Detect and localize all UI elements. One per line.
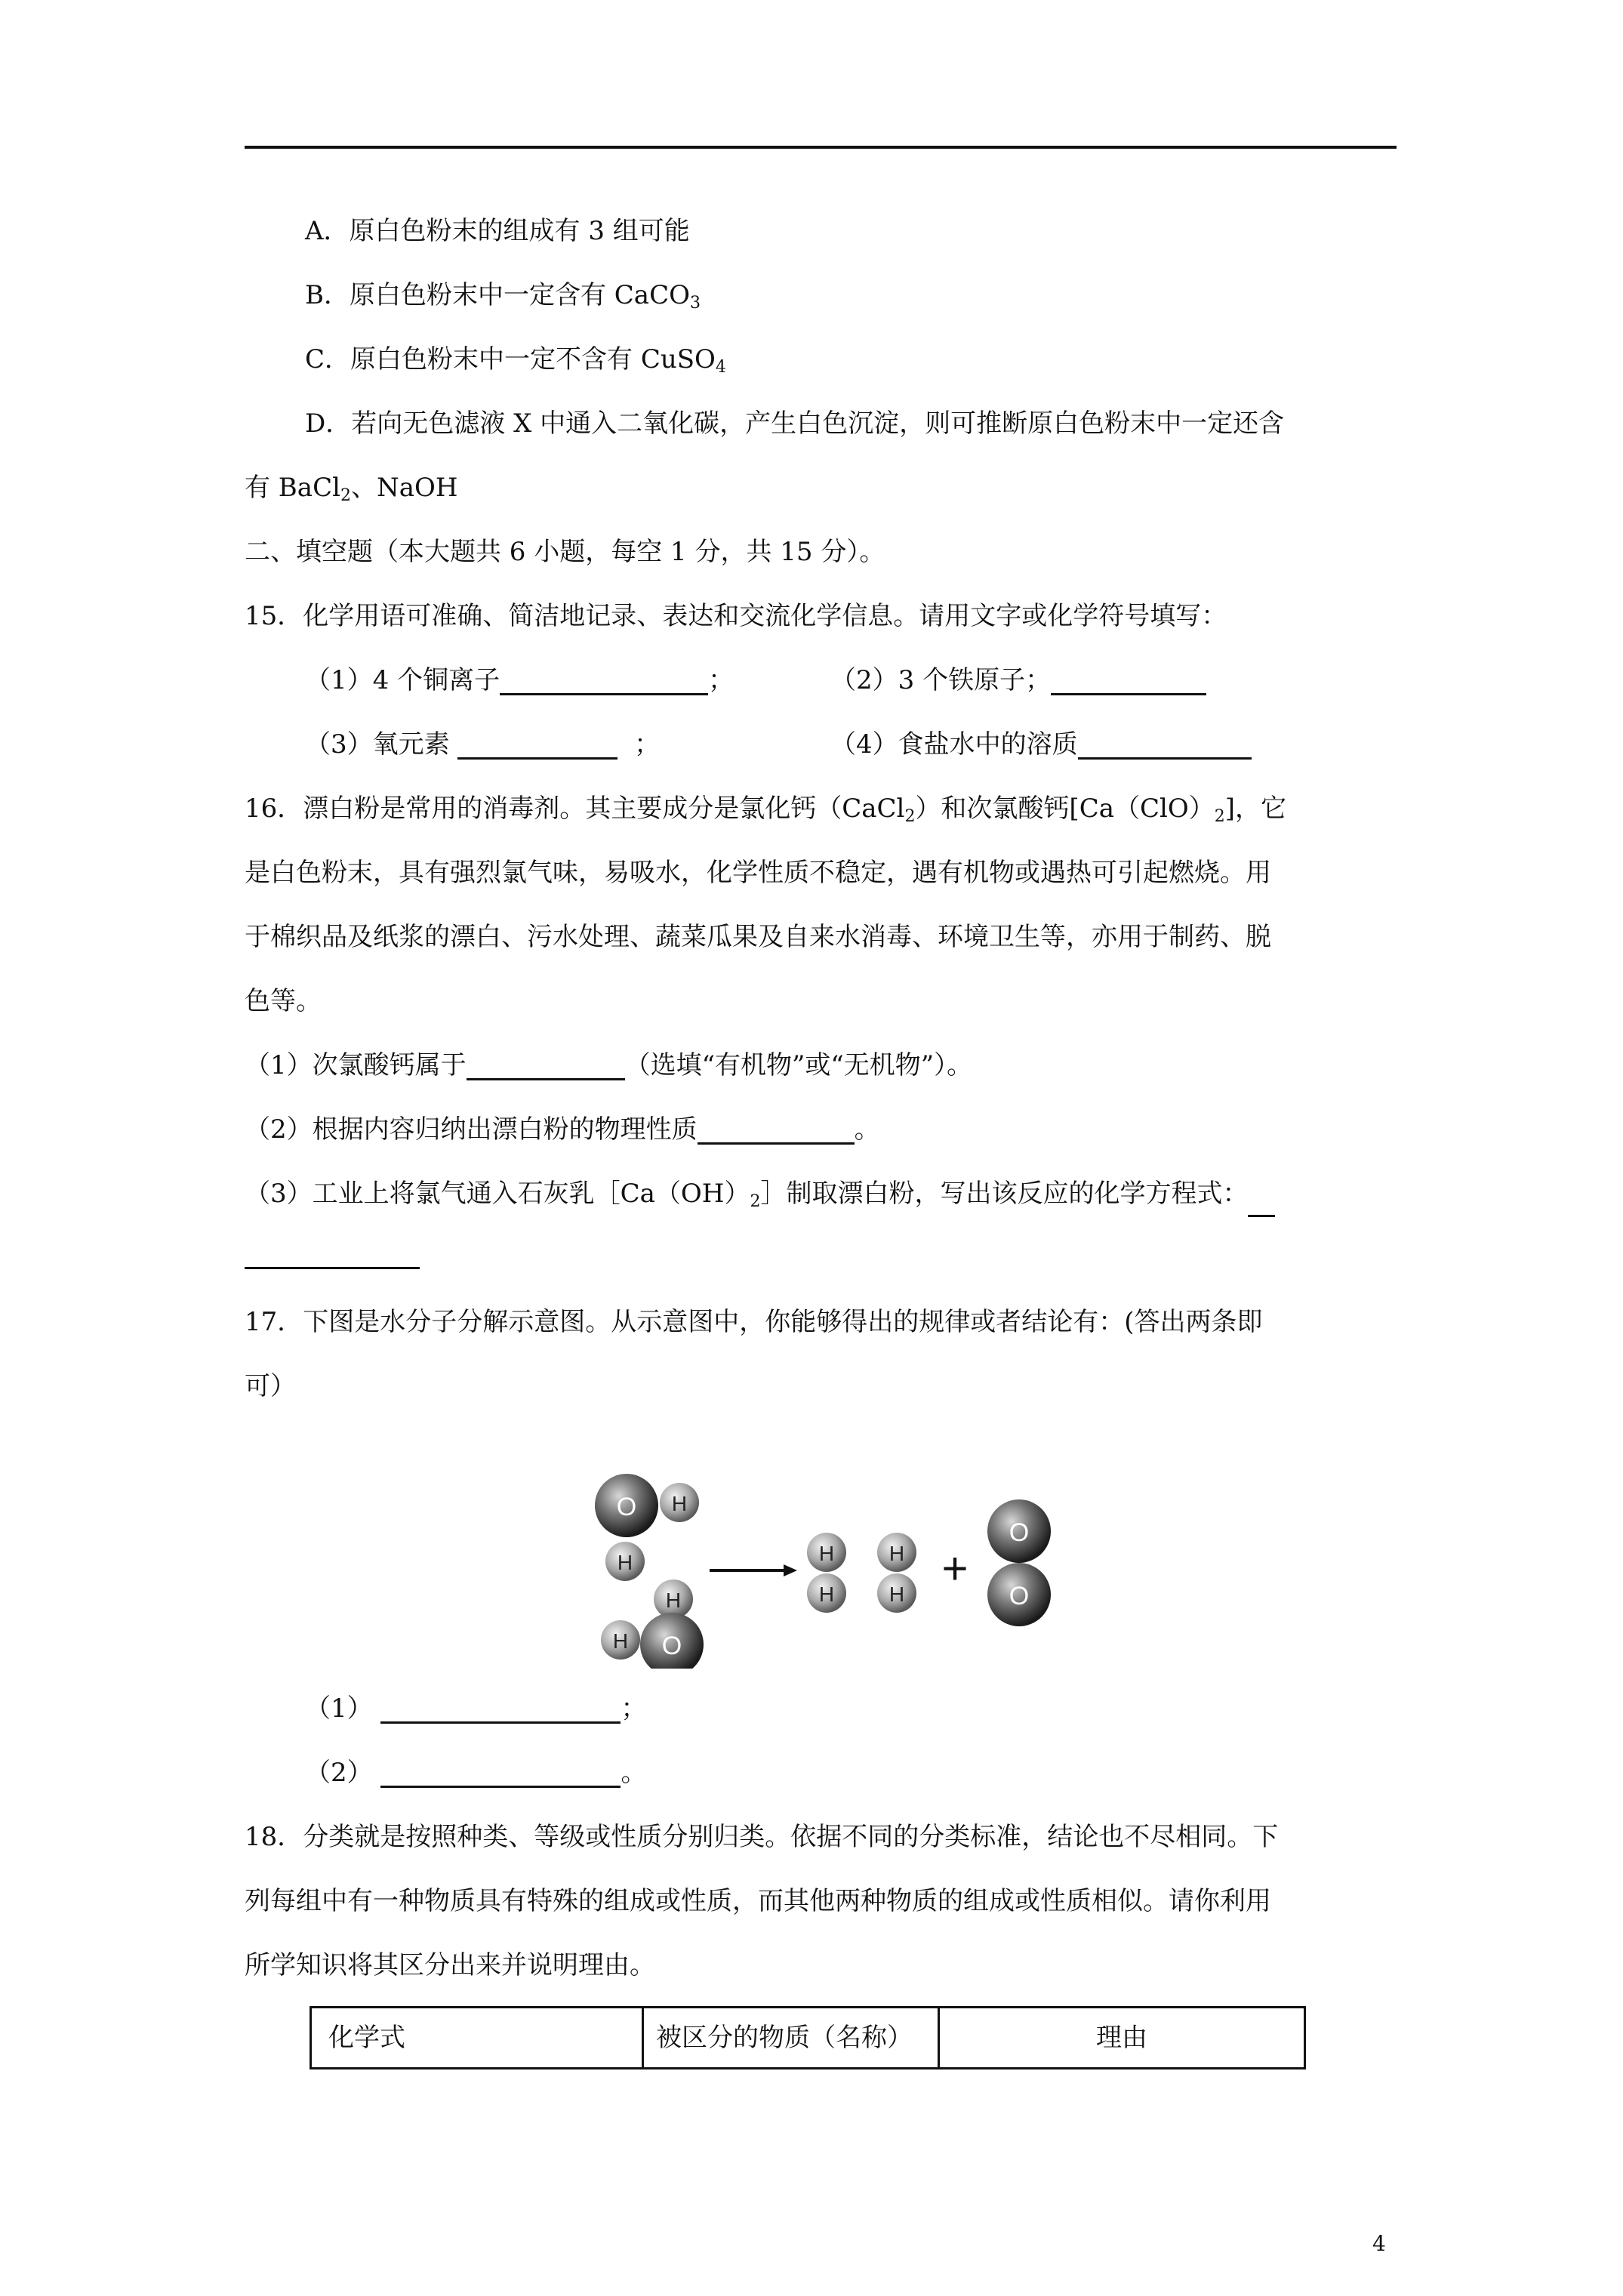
q16-part2: （2）根据内容归纳出漂白粉的物理性质 。	[245, 1114, 880, 1145]
hydrogen-molecule	[807, 1533, 846, 1613]
q14-option-d-line2: 有 BaCl$_2$、NaOH	[245, 473, 458, 505]
oxygen-label: O	[616, 1493, 637, 1521]
q14-option-d-line1: D．若向无色滤液 X 中通入二氧化碳，产生白色沉淀，则可推断原白色粉末中一定还含	[305, 408, 1285, 439]
answer-blank[interactable]	[1078, 733, 1252, 760]
q15-stem: 15．化学用语可准确、简洁地记录、表达和交流化学信息。请用文字或化学符号填写：	[245, 601, 1227, 631]
hydrogen-label: H	[888, 1542, 905, 1565]
q17-stem-line2: 可）	[245, 1371, 296, 1401]
water-decomposition-diagram	[581, 1450, 1072, 1669]
answer-blank[interactable]	[1051, 669, 1206, 695]
plus-sign: +	[941, 1543, 969, 1594]
q16-part3: （3）工业上将氯气通入石灰乳$[Ca(OH)_2]$制取漂白粉，写出该反应的化学方程式：	[245, 1179, 1275, 1217]
answer-blank[interactable]	[380, 1697, 621, 1724]
hydrogen-label: H	[671, 1492, 688, 1515]
header-rule	[245, 146, 1397, 149]
reaction-arrow	[710, 1564, 797, 1576]
hydrogen-label: H	[818, 1583, 835, 1606]
water-molecule	[601, 1579, 704, 1669]
oxygen-molecule	[987, 1499, 1051, 1626]
q16-stem-line1: 16．漂白粉是常用的消毒剂。其主要成分是氯化钙（CaCl$_2$）和次氯酸钙$[Ca(ClO)_2]$，它	[245, 794, 1287, 826]
q16-stem-line4: 色等。	[245, 986, 322, 1016]
q18-stem-line3: 所学知识将其区分出来并说明理由。	[245, 1950, 655, 1980]
water-molecule	[595, 1474, 699, 1581]
hydrogen-label: H	[888, 1583, 905, 1606]
hydrogen-label: H	[665, 1589, 682, 1612]
table-header-cell: 被区分的物质（名称）	[644, 2008, 940, 2067]
oxygen-label: O	[661, 1632, 682, 1660]
q15-part4: （4）食盐水中的溶质	[830, 729, 1252, 760]
answer-blank[interactable]	[698, 1118, 855, 1145]
answer-blank[interactable]	[380, 1761, 621, 1788]
q18-stem-line2: 列每组中有一种物质具有特殊的组成或性质，而其他两种物质的组成或性质相似。请你利用	[245, 1886, 1271, 1916]
page-number: 4	[1372, 2231, 1386, 2256]
oxygen-label: O	[1009, 1582, 1030, 1610]
hydrogen-label: H	[818, 1542, 835, 1565]
answer-blank[interactable]	[467, 1054, 625, 1080]
q15-part3: （3）氧元素 ；	[305, 729, 661, 760]
q16-part1: （1）次氯酸钙属于 （选填“有机物”或“无机物”）。	[245, 1050, 973, 1080]
answer-blank[interactable]	[500, 669, 708, 695]
table-header-cell: 理由	[1096, 2023, 1147, 2053]
answer-blank-continued[interactable]	[245, 1243, 420, 1269]
q17-stem-line1: 17．下图是水分子分解示意图。从示意图中，你能够得出的规律或者结论有：(答出两条即	[245, 1307, 1263, 1337]
q16-stem-line2: 是白色粉末，具有强烈氯气味，易吸水，化学性质不稳定，遇有机物或遇热可引起燃烧。用	[245, 858, 1271, 888]
q14-option-b: B．原白色粉末中一定含有 CaCO$_3$	[305, 280, 701, 313]
oxygen-label: O	[1009, 1518, 1030, 1547]
hydrogen-label: H	[617, 1551, 633, 1574]
answer-blank[interactable]	[457, 733, 617, 760]
q15-part2: （2）3 个铁原子；	[830, 665, 1206, 695]
q18-table-header	[310, 2006, 1306, 2069]
answer-blank[interactable]	[1248, 1191, 1275, 1217]
q16-stem-line3: 于棉织品及纸浆的漂白、污水处理、蔬菜瓜果及自来水消毒、环境卫生等，亦用于制药、脱	[245, 922, 1271, 952]
q17-part1: （1） ；	[305, 1693, 647, 1724]
q18-stem-line1: 18．分类就是按照种类、等级或性质分别归类。依据不同的分类标准，结论也不尽相同。下	[245, 1822, 1279, 1852]
hydrogen-label: H	[612, 1629, 629, 1653]
q14-option-a: A．原白色粉末的组成有 3 组可能	[305, 216, 690, 246]
q15-part1: （1）4 个铜离子 ；	[305, 665, 735, 695]
section-heading: 二、填空题（本大题共 6 小题，每空 1 分，共 15 分）。	[245, 537, 885, 567]
table-header-cell: 化学式	[312, 2008, 644, 2067]
q14-option-c: C．原白色粉末中一定不含有 CuSO$_4$	[305, 344, 726, 377]
hydrogen-molecule	[877, 1533, 916, 1613]
q17-part2: （2） 。	[305, 1758, 647, 1788]
